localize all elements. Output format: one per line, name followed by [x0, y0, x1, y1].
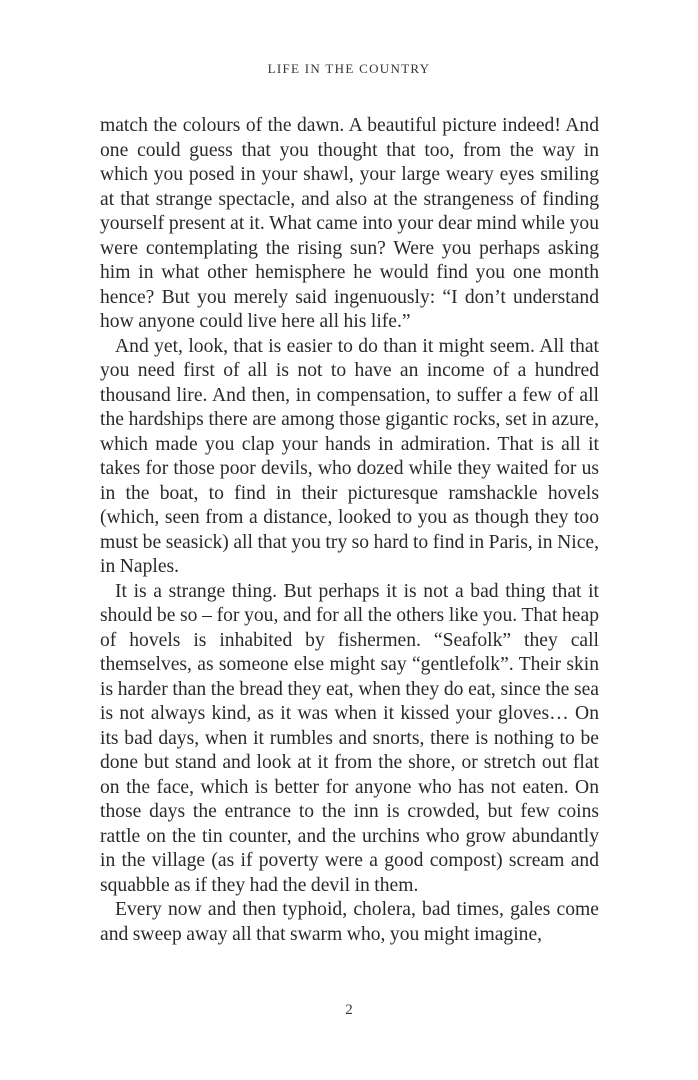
running-head: LIFE IN THE COUNTRY	[267, 61, 431, 76]
page-number: 2	[345, 1002, 353, 1018]
body-text	[100, 114, 599, 947]
paragraph-3: It is a strange thing. But perhaps it is not a bad thing that it should be so – for you, and for all the others like you. That heap of hovels is inhabited by fishermen. “Seafolk” they call themselves, as someone else might say “gentlefolk”. Their skin is harder than the bread they eat, when they do eat, since the sea is not always kind, as it was when it kissed your gloves… On its bad days, when it rumbles and snorts, there is nothing to be done but stand and look at it from the shore, or stretch out flat on the face, which is better for anyone who has not eaten. On those days the entrance to the inn is crowded, but few coins rattle on the tin counter, and the urchins who grow abundantly in the village (as if poverty were a good compost) scream and squabble as if they had the devil in them.	[100, 580, 599, 896]
paragraph-2: And yet, look, that is easier to do than it might seem. All that you need first of all is not to have an income of a hundred thousand lire. And then, in compensation, to suffer a few of all the hardships there are among those gigantic rocks, set in azure, which made you clap your hands in admiration. That is all it takes for those poor devils, who dozed while they waited for us in the boat, to find in their picturesque ramshackle hovels (which, seen from a distance, looked to you as though they too must be seasick) all that you try so hard to find in Paris, in Nice, in Naples.	[100, 335, 599, 577]
paragraph-1: match the colours of the dawn. A beautiful picture indeed! And one could guess that you thought that too, from the way in which you posed in your shawl, your large weary eyes smiling at that strange spectacle, and also at the strangeness of finding yourself present at it. What came into your dear mind while you were contemplating the rising sun? Were you perhaps asking him in what other hemisphere he would find you one month hence? But you merely said ingenuously: “I don’t understand how anyone could live here all his life.”	[100, 115, 599, 332]
paragraph-4: Every now and then typhoid, cholera, bad times, gales come and sweep away all that swarm who, you might imagine,	[100, 899, 599, 945]
